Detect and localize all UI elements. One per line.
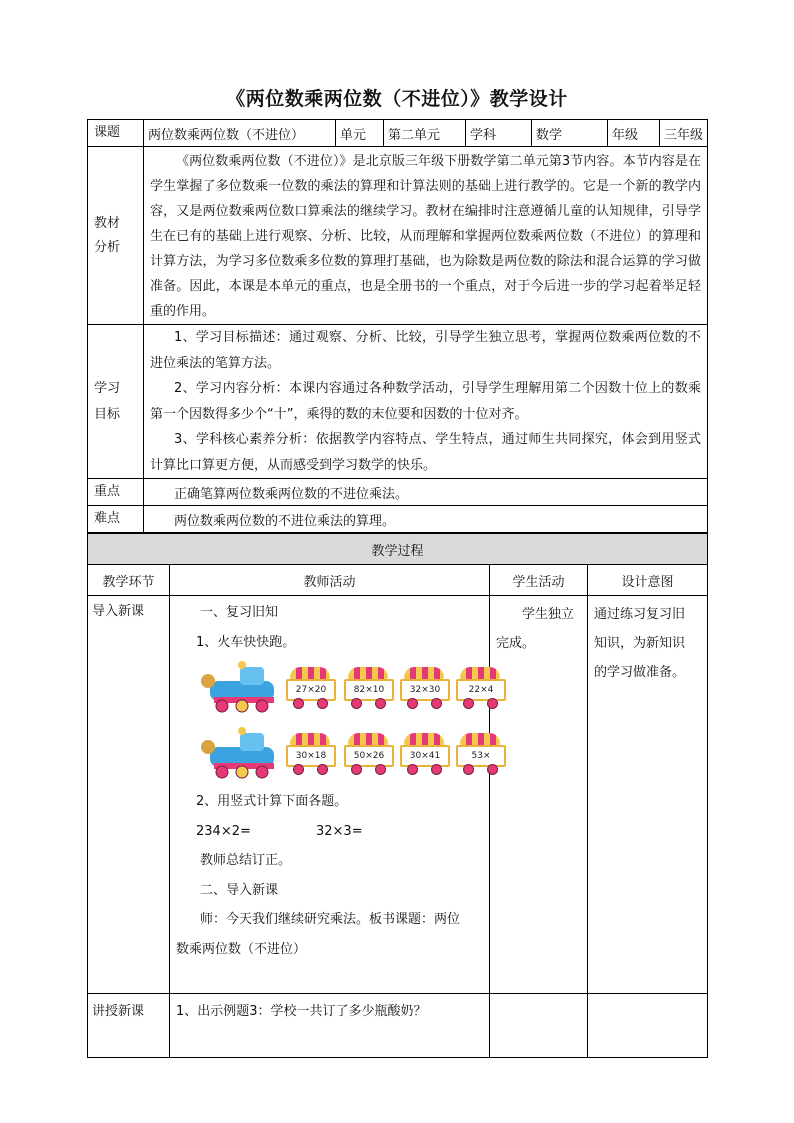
new-stage: 讲授新课 bbox=[88, 994, 170, 1058]
process-heading-row bbox=[88, 534, 708, 565]
col-intent: 设计意图 bbox=[588, 565, 708, 596]
intro-row bbox=[88, 596, 708, 994]
train-car bbox=[286, 733, 334, 773]
train-engine-icon bbox=[202, 727, 278, 779]
unit-label: 单元 bbox=[336, 120, 384, 147]
train-car bbox=[344, 733, 392, 773]
new-lesson-heading: 二、导入新课 bbox=[200, 882, 279, 898]
intro-student-cell bbox=[490, 596, 588, 994]
teacher-summary: 教师总结订正。 bbox=[200, 853, 292, 868]
train-car bbox=[400, 733, 448, 773]
car-label: 53× bbox=[456, 745, 506, 767]
key-point-text: 正确笔算两位数乘两位数的不进位乘法。 bbox=[144, 479, 708, 506]
goal-item-1: 1、学习目标描述：通过观察、分析、比较，引导学生独立思考，掌握两位数乘两位数的不进位乘法的笔算方法。 bbox=[150, 330, 701, 371]
train-car bbox=[400, 667, 448, 707]
grade-value: 三年级 bbox=[660, 120, 708, 147]
header-row bbox=[88, 120, 708, 147]
car-label: 30×18 bbox=[286, 745, 336, 767]
material-row bbox=[88, 147, 708, 325]
difficulty-row bbox=[88, 506, 708, 533]
car-label: 30×41 bbox=[400, 745, 450, 767]
process-heading: 教学过程 bbox=[88, 534, 708, 565]
col-teacher: 教师活动 bbox=[170, 565, 490, 596]
goals-row bbox=[88, 325, 708, 479]
intent-line-2: 知识，为新知识 bbox=[594, 636, 686, 651]
key-point-label: 重点 bbox=[88, 479, 144, 506]
col-stage: 教学环节 bbox=[88, 565, 170, 596]
intro-stage: 导入新课 bbox=[88, 596, 170, 994]
car-label: 22×4 bbox=[456, 679, 506, 701]
col-student: 学生活动 bbox=[490, 565, 588, 596]
grade-label: 年级 bbox=[608, 120, 660, 147]
subject-value: 数学 bbox=[532, 120, 608, 147]
material-label bbox=[88, 147, 144, 325]
page-title: 《两位数乘两位数（不进位）》教学设计 bbox=[226, 88, 568, 110]
key-point-row bbox=[88, 479, 708, 506]
train-car bbox=[344, 667, 392, 707]
teacher-remark-1: 师：今天我们继续研究乘法。板书课题：两位 bbox=[200, 912, 461, 927]
student-activity-line-2: 完成。 bbox=[496, 636, 536, 651]
train-car bbox=[456, 667, 504, 707]
goals-label bbox=[88, 325, 144, 479]
calc-problem-2: 32×3= bbox=[316, 823, 363, 839]
material-label-text: 教材分析 bbox=[94, 215, 121, 255]
train-car bbox=[456, 733, 504, 773]
car-label: 50×26 bbox=[344, 745, 394, 767]
intro-teacher-cell bbox=[170, 596, 494, 994]
train-2 bbox=[202, 723, 518, 783]
topic-label: 课题 bbox=[88, 120, 144, 147]
unit-value: 第二单元 bbox=[384, 120, 466, 147]
goal-item-2: 2、学习内容分析：本课内容通过各种数学活动，引导学生理解用第二个因数十位上的数乘第一个因数得多少个“十”，乘得的数的末位要和因数的十位对齐。 bbox=[150, 381, 701, 422]
info-table bbox=[87, 119, 708, 533]
subject-label: 学科 bbox=[466, 120, 532, 147]
intent-line-3: 的学习做准备。 bbox=[594, 665, 686, 680]
car-label: 27×20 bbox=[286, 679, 336, 701]
train-1 bbox=[202, 657, 518, 717]
topic-value: 两位数乘两位数（不进位） bbox=[144, 120, 336, 147]
car-label: 82×10 bbox=[344, 679, 394, 701]
new-teacher-text: 1、出示例题3：学校一共订了多少瓶酸奶？ bbox=[170, 994, 490, 1058]
column-header-row bbox=[88, 565, 708, 596]
new-lesson-row bbox=[88, 994, 708, 1058]
new-intent-cell bbox=[588, 994, 708, 1058]
train-engine-icon bbox=[202, 661, 278, 713]
difficulty-text: 两位数乘两位数的不进位乘法的算理。 bbox=[144, 506, 708, 533]
calc-problems bbox=[170, 817, 489, 847]
material-text: 《两位数乘两位数（不进位）》是北京版三年级下册数学第二单元第3节内容。本节内容是在学生掌握了多位数乘一位数的乘法的算理和计算法则的基础上进行教学的。它是一个新的教学内容，又是两位数乘两位数口算乘法的继续学习。教材在编排时注意遵循儿童的认知规律，引导学生在已有的基础上进行观察、分析、比较，从而理解和掌握两位数乘两位数（不进位）的算理和计算方法，为学习多位数乘多位数的算理打基础，也为除数是两位数的除法和混合运算的学习做准备。因此，本课是本单元的重点，也是全册书的一个重点，对于今后进一步的学习起着举足轻重的作用。 bbox=[150, 154, 701, 319]
intent-line-1: 通过练习复习旧 bbox=[594, 607, 686, 622]
calc-problem-1: 234×2= bbox=[196, 823, 251, 839]
student-activity-line-1: 学生独立 bbox=[522, 607, 575, 622]
train-car bbox=[286, 667, 334, 707]
teacher-remark-2: 数乘两位数（不进位） bbox=[176, 941, 307, 957]
goal-item-3: 3、学科核心素养分析：依据教学内容特点、学生特点，通过师生共同探究，体会到用竖式计算比口算更方便，从而感受到学习数学的快乐。 bbox=[150, 432, 701, 473]
difficulty-label: 难点 bbox=[88, 506, 144, 533]
vertical-calc-instruction: 2、用竖式计算下面各题。 bbox=[196, 794, 348, 809]
goals-label-text: 学习目标 bbox=[94, 380, 121, 422]
new-student-cell bbox=[490, 994, 588, 1058]
car-label: 32×30 bbox=[400, 679, 450, 701]
train-game-title: 1、火车快快跑。 bbox=[196, 634, 296, 650]
process-table bbox=[87, 533, 708, 1058]
review-heading: 一、复习旧知 bbox=[200, 605, 279, 620]
intro-intent-cell bbox=[588, 596, 708, 994]
